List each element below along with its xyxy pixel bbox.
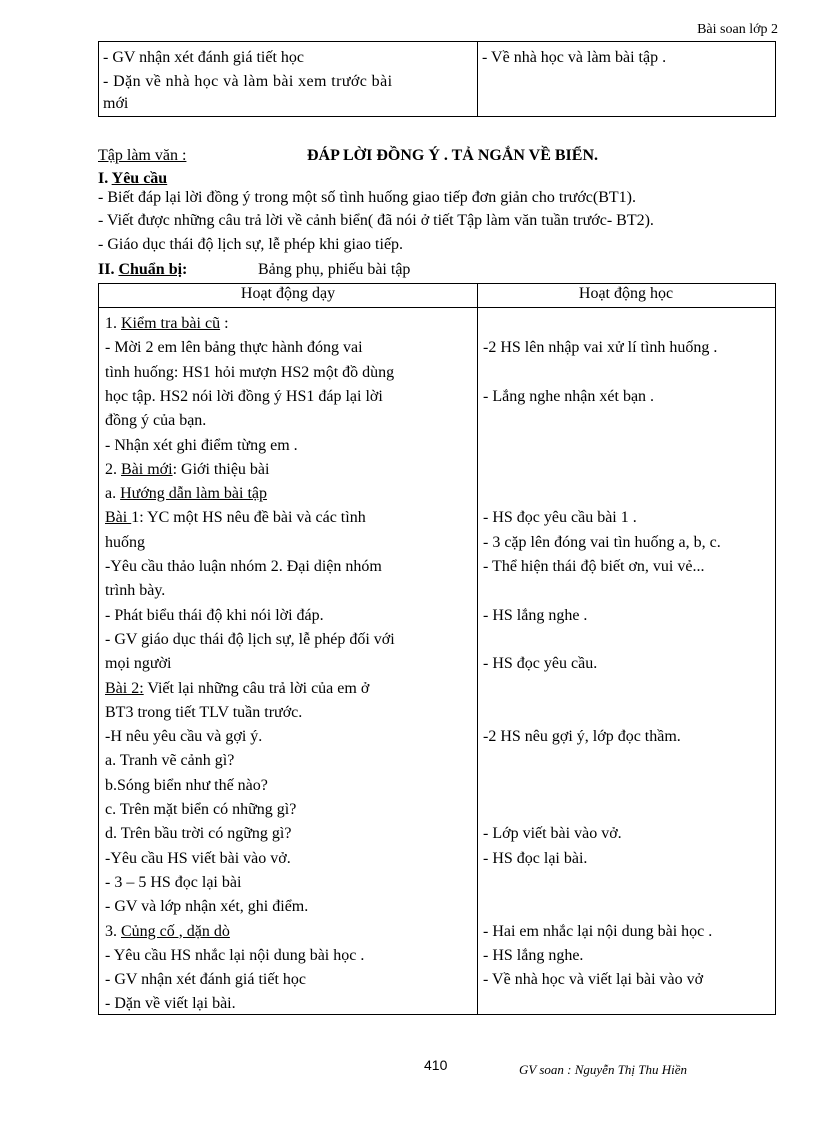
teacher-line-underlined: Bài — [105, 509, 132, 527]
teacher-line-text: - Mời 2 em lên bảng thực hành đóng vai — [105, 339, 363, 357]
teacher-line-text: : Giới thiệu bài — [172, 460, 270, 478]
teacher-line-underlined: Kiểm tra bài cũ — [121, 315, 221, 332]
teacher-line-underlined: Củng cố , dặn dò — [121, 922, 230, 940]
teacher-line — [105, 847, 291, 871]
teacher-line — [105, 361, 394, 385]
teacher-line-text: - GV nhận xét đánh giá tiết học — [105, 971, 306, 989]
running-header: Bài soan lớp 2 — [697, 22, 778, 37]
preparation-number: II. — [98, 261, 119, 278]
student-line: - Về nhà học và viết lại bài vào vở — [483, 971, 704, 989]
teacher-line-text: : — [220, 315, 229, 332]
teacher-line-text: - 3 – 5 HS đọc lại bài — [105, 873, 242, 891]
teacher-line — [105, 434, 298, 458]
teacher-line — [105, 555, 382, 579]
teacher-line — [105, 652, 171, 676]
header-divider — [99, 307, 775, 308]
subject-label: Tập làm văn : — [98, 147, 187, 164]
teacher-line-text: học tập. HS2 nói lời đồng ý HS1 đáp lại lời — [105, 387, 383, 405]
student-line: - 3 cặp lên đóng vai tìn huống a, b, c. — [483, 533, 721, 551]
student-line: - HS đọc yêu cầu bài 1 . — [483, 509, 637, 527]
teacher-line-text: 3. — [105, 922, 121, 940]
teacher-line — [105, 725, 262, 749]
teacher-line-text: trình bày. — [105, 582, 166, 600]
teacher-line-text: tình huống: HS1 hỏi mượn HS2 một đồ dùng — [105, 363, 395, 381]
teacher-line — [105, 531, 145, 555]
teacher-line-text: - GV giáo dục thái độ lịch sự, lễ phép đối với — [105, 630, 395, 648]
teacher-line — [105, 701, 302, 725]
teacher-line-text: - GV và lớp nhận xét, ghi điểm. — [105, 898, 309, 916]
teacher-credit: GV soan : Nguyễn Thị Thu Hiền — [519, 1062, 688, 1077]
teacher-line — [105, 992, 236, 1016]
teacher-line — [105, 579, 165, 603]
student-line: - HS đọc lại bài. — [483, 849, 588, 867]
student-line: -2 HS nêu gợi ý, lớp đọc thầm. — [483, 728, 681, 746]
teacher-line-text: 2. — [105, 460, 121, 478]
preparation-value: Bảng phụ, phiếu bài tập — [258, 261, 411, 278]
teacher-line-text: 1: YC một HS nêu đề bài và các tình — [131, 509, 366, 527]
requirements-heading — [98, 170, 167, 188]
requirements-number: I. — [98, 170, 112, 187]
teacher-line — [105, 822, 291, 846]
continuation-line: - Dặn về nhà học và làm bài xem trước bài — [103, 73, 393, 90]
teacher-column-header: Hoạt động dạy — [240, 285, 336, 302]
teacher-line-text: Viết lại những câu trả lời của em ở — [143, 679, 370, 697]
teacher-line-text: - Nhận xét ghi điểm từng em . — [105, 436, 298, 454]
preparation-row — [98, 261, 411, 279]
column-divider — [477, 284, 478, 1014]
teacher-line-text: - Phát biểu thái độ khi nói lời đáp. — [105, 606, 324, 624]
student-line: - HS đọc yêu cầu. — [483, 655, 598, 673]
teacher-line — [105, 604, 324, 628]
student-line: - Thể hiện thái độ biết ơn, vui vẻ... — [483, 558, 705, 575]
page-number: 410 — [424, 1057, 448, 1073]
student-line: - Lớp viết bài vào vở. — [483, 825, 622, 843]
teacher-line-text: - Yêu cầu HS nhắc lại nội dung bài học . — [105, 946, 365, 964]
teacher-line-text: 1. — [105, 315, 121, 332]
continuation-line: mới — [103, 95, 129, 112]
continuation-student-column — [477, 42, 775, 116]
student-line: - HS lắng nghe . — [483, 606, 588, 624]
continuation-line: - GV nhận xét đánh giá tiết học — [103, 49, 304, 66]
teacher-line — [105, 506, 366, 530]
teacher-line — [105, 409, 206, 433]
activities-table — [98, 283, 776, 1015]
teacher-line — [105, 871, 241, 895]
continuation-table — [98, 41, 776, 117]
teacher-line-text: -Yêu cầu HS viết bài vào vở. — [105, 849, 291, 867]
teacher-line-text: a. Tranh vẽ cảnh gì? — [105, 752, 235, 770]
teacher-line-text: đồng ý của bạn. — [105, 412, 207, 430]
student-column-header: Hoạt động học — [578, 285, 674, 302]
student-line: - Lắng nghe nhận xét bạn . — [483, 387, 655, 405]
teacher-line — [105, 312, 229, 336]
teacher-line-text: d. Trên bầu trời có ngững gì? — [105, 825, 292, 843]
teacher-line — [105, 458, 269, 482]
lesson-title: ĐÁP LỜI ĐỒNG Ý . TẢ NGẮN VỀ BIỂN. — [307, 147, 599, 164]
teacher-line-text: - Dặn về viết lại bài. — [105, 995, 236, 1013]
preparation-label: Chuẩn bị — [118, 261, 183, 278]
teacher-line-text: mọi người — [105, 655, 172, 673]
teacher-line-underlined: Bài 2: — [105, 679, 144, 697]
teacher-line-text: b.Sóng biển như thế nào? — [105, 776, 268, 794]
teacher-line — [105, 774, 268, 798]
teacher-line — [105, 336, 363, 360]
teacher-line — [105, 895, 308, 919]
lesson-title-row — [98, 147, 599, 165]
requirement-item: - Biết đáp lại lời đồng ý trong một số tình huống giao tiếp đơn giản cho trước(BT1). — [98, 189, 636, 206]
teacher-line — [105, 920, 230, 944]
requirement-item: - Viết được những câu trả lời về cảnh biển( đã nói ở tiết Tập làm văn tuần trước- BT2). — [98, 212, 654, 229]
teacher-line — [105, 677, 369, 701]
teacher-line — [105, 798, 296, 822]
teacher-line-text: huống — [105, 533, 145, 551]
student-line: - Hai em nhắc lại nội dung bài học . — [483, 922, 713, 940]
continuation-line: - Về nhà học và làm bài tập . — [482, 49, 667, 66]
teacher-line — [105, 385, 383, 409]
teacher-line-underlined: Hướng dẫn làm bài tập — [120, 485, 267, 503]
teacher-line-text: -H nêu yêu cầu và gợi ý. — [105, 728, 263, 746]
student-line: -2 HS lên nhập vai xử lí tình huống . — [483, 339, 718, 357]
teacher-line-text: -Yêu cầu thảo luận nhóm 2. Đại diện nhóm — [105, 558, 382, 575]
teacher-line-text: a. — [105, 485, 121, 503]
teacher-line — [105, 482, 267, 506]
teacher-line — [105, 944, 364, 968]
preparation-colon: : — [182, 261, 188, 278]
teacher-line — [105, 968, 306, 992]
teacher-line-text: c. Trên mặt biển có những gì? — [105, 801, 297, 818]
requirements-label: Yêu cầu — [111, 170, 168, 187]
teacher-line-text: BT3 trong tiết TLV tuần trước. — [105, 703, 303, 721]
teacher-line-underlined: Bài mới — [121, 460, 173, 478]
teacher-line — [105, 628, 395, 652]
student-line: - HS lắng nghe. — [483, 946, 584, 964]
teacher-line — [105, 749, 234, 773]
continuation-teacher-column — [99, 42, 478, 116]
requirement-item: - Giáo dục thái độ lịch sự, lễ phép khi giao tiếp. — [98, 236, 404, 253]
